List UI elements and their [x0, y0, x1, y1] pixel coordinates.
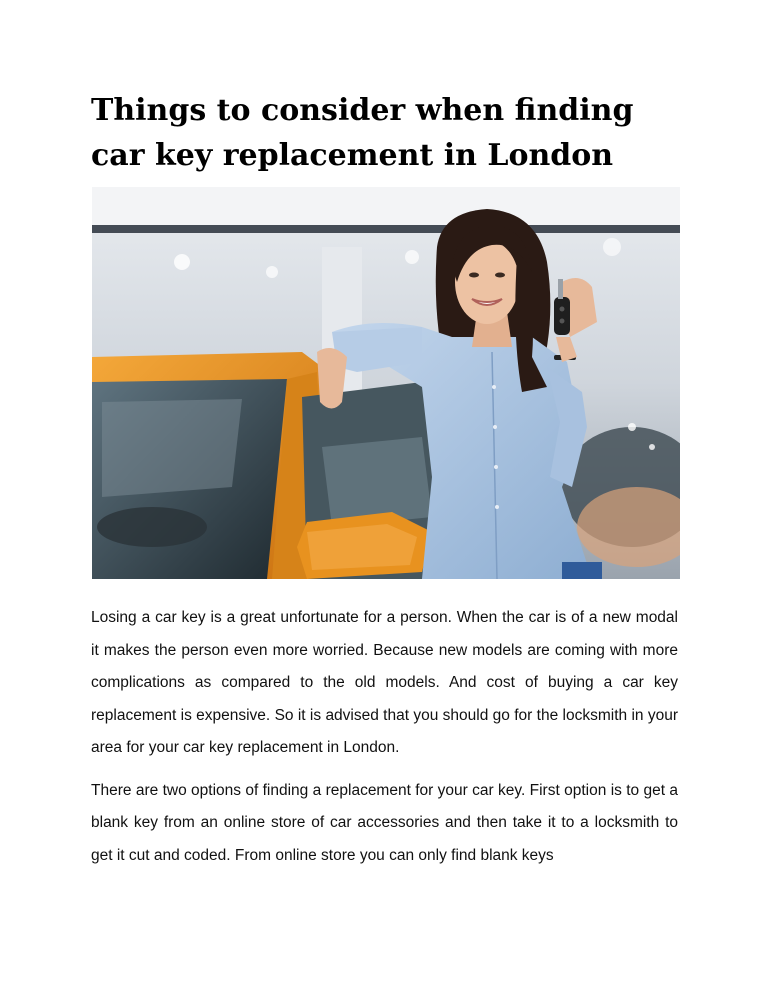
paragraph-2: There are two options of finding a replacement for your car key. First option is to get a blank key from an online store of car accessories and then take it to a locksmith to get it cut and coded. From online store you can only find blank keys	[91, 781, 678, 864]
page-title: Things to consider when finding car key replacement in London	[91, 93, 634, 173]
article-body	[91, 602, 678, 882]
woman-with-car-key-photo	[92, 187, 680, 579]
hero-image	[92, 187, 680, 579]
paragraph-1: Losing a car key is a great unfortunate for a person. When the car is of a new modal it makes the person even more worried. Because new models are coming with more complications as compared to the old models. And cost of buying a car key replacement is expensive. So it is advised that you should go for the locksmith in your area for your car key replacement in London.	[91, 609, 678, 756]
